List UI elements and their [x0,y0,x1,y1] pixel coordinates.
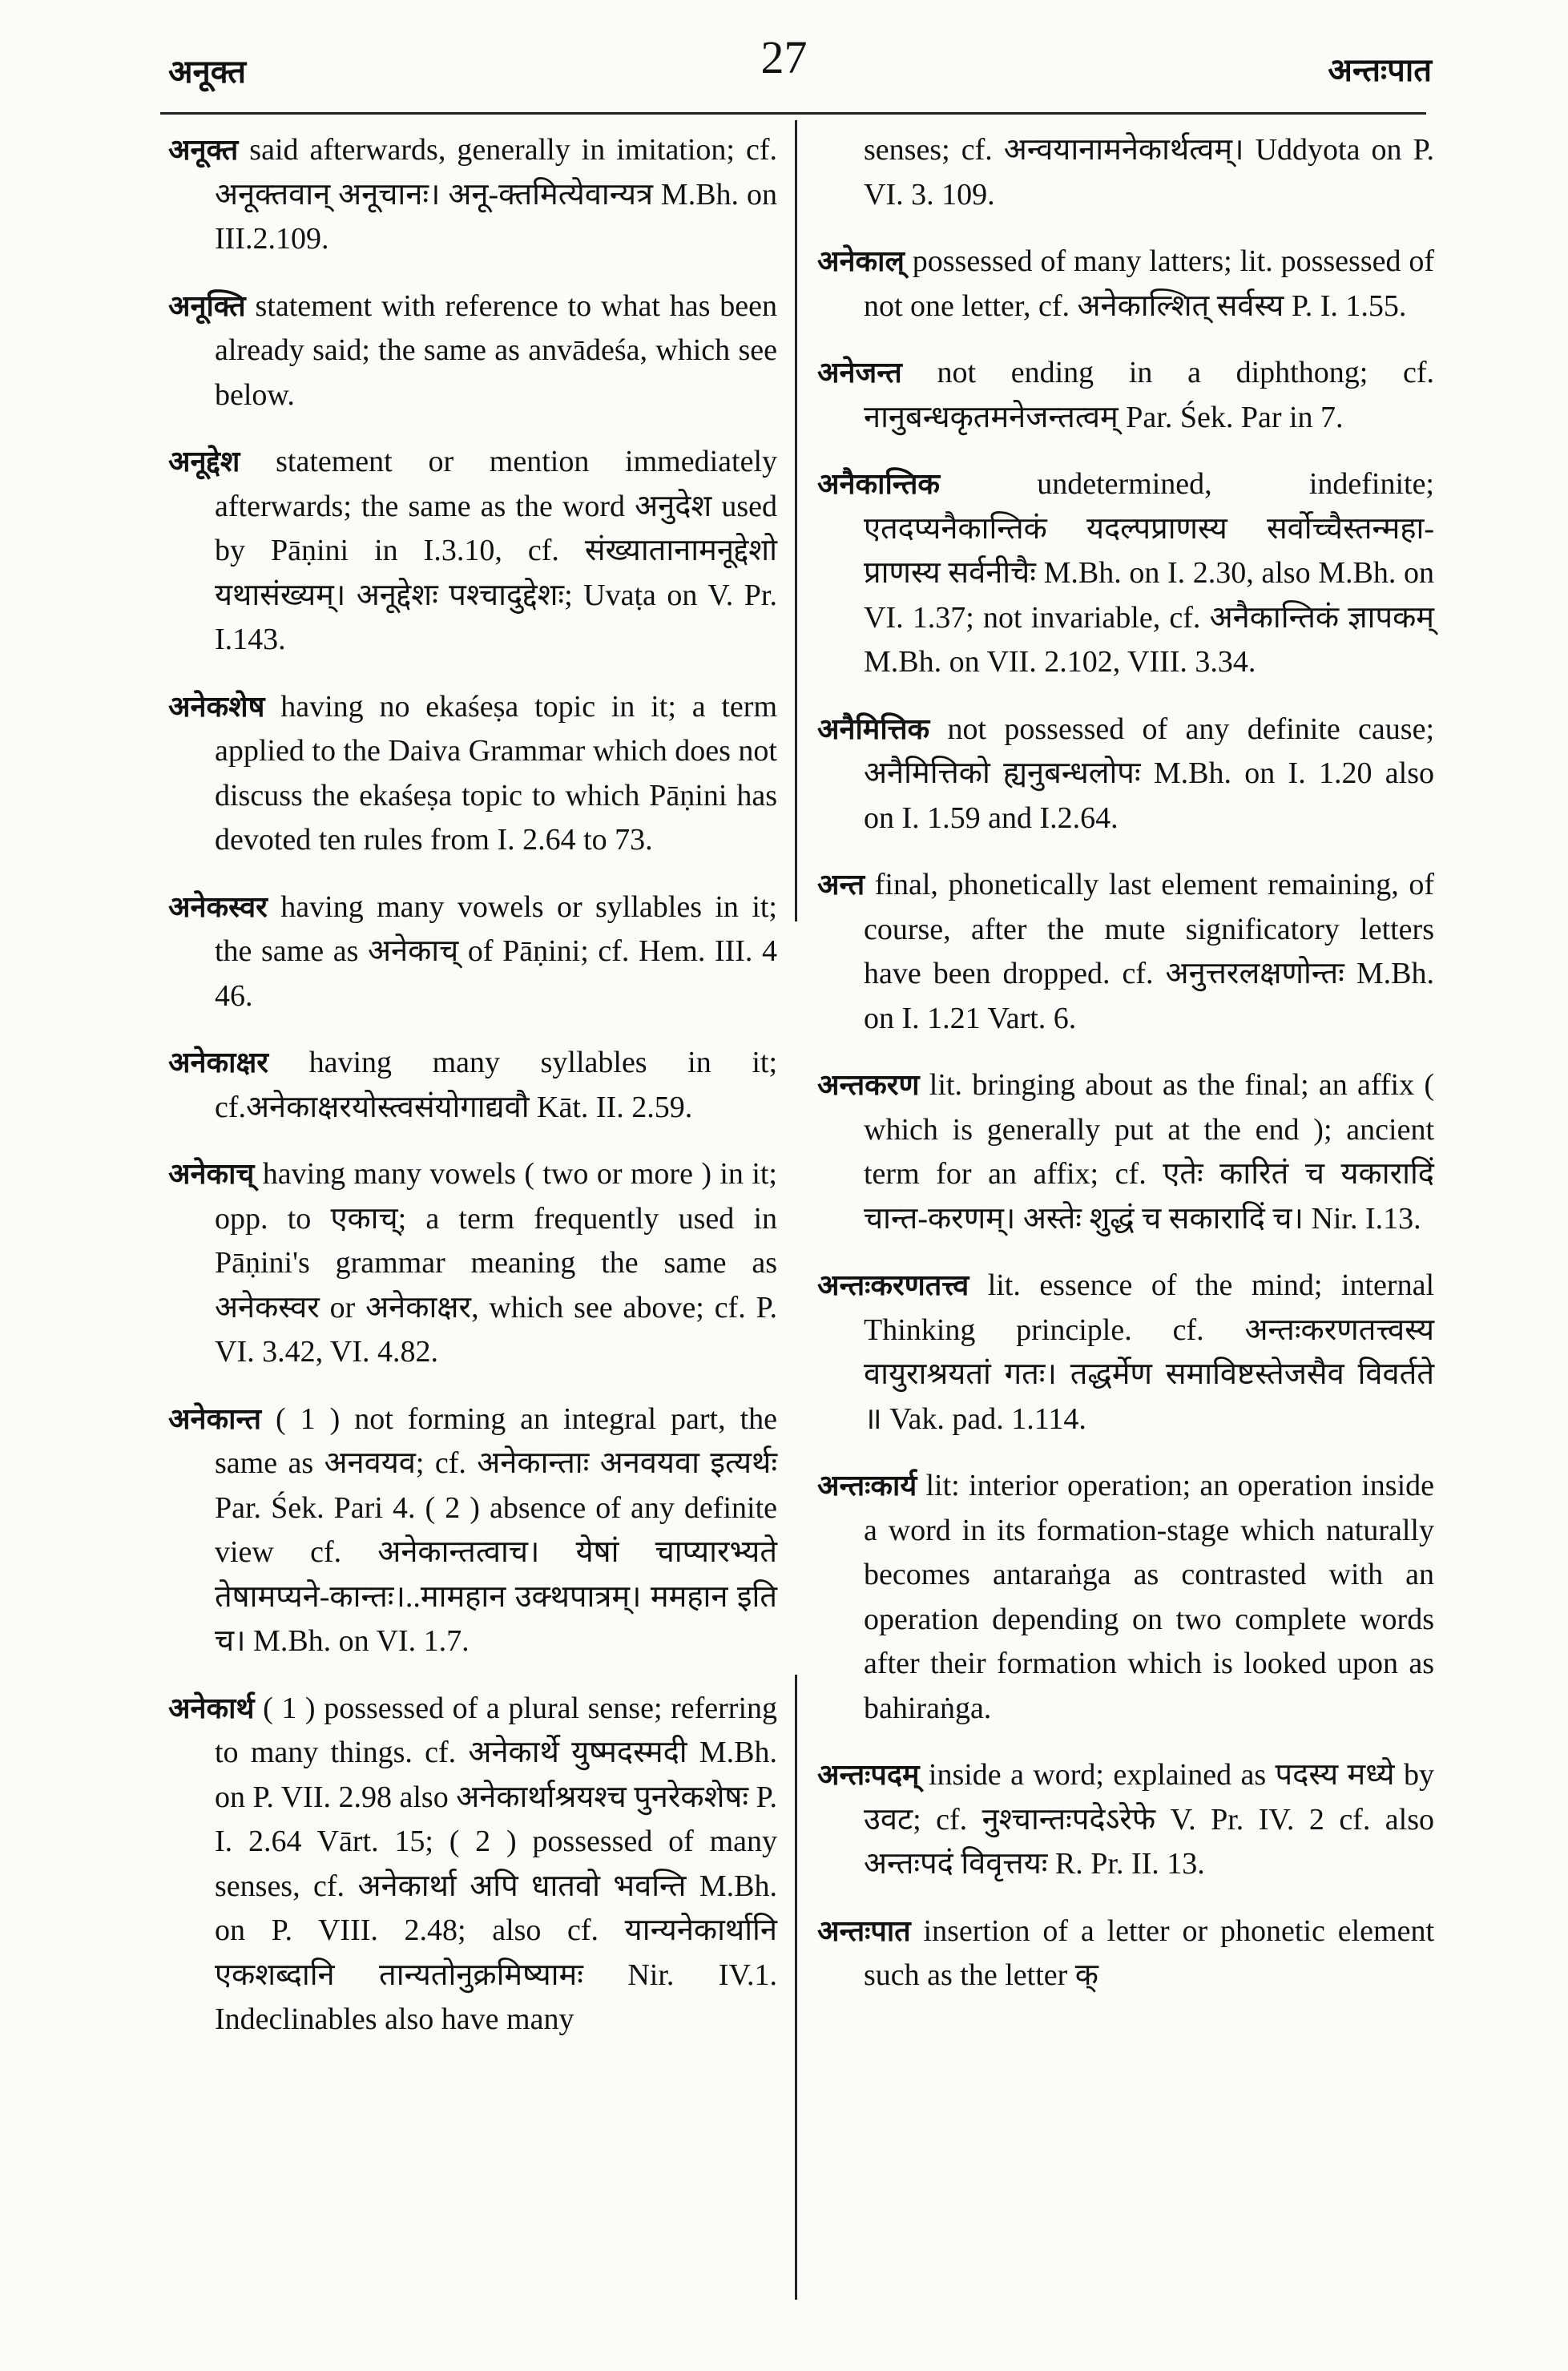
entry-definition: insertion of a letter or phonetic element such as the letter क् [864,1913,1434,1992]
dictionary-entry [817,1264,1434,1442]
column-divider-lower [795,1675,797,2300]
entry-definition: possessed of many latters; lit. possessed of not one letter, cf. अनेकाल्शित् सर्वस्य P. I. 1.55. [864,244,1434,323]
right-column [817,128,1434,2021]
page-header [0,24,1568,96]
dictionary-entry [168,685,777,863]
dictionary-entry [168,1687,777,2042]
entry-definition: having many vowels ( two or more ) in it; opp. to एकाच्; a term frequently used in Pāṇini's grammar meaning the same as अनेकस्वर or अनेकाक्षर, which see above; cf. P. VI. 3.42, VI. 4.82. [215,1157,777,1369]
column-divider [795,120,797,921]
entry-headword: अनेकाल् [817,245,905,278]
entry-headword: अनेकार्थ [168,1692,255,1725]
running-head-right: अन्तःपात [1328,51,1432,89]
entry-headword: अन्तकरण [817,1069,920,1102]
dictionary-entry [168,284,777,418]
dictionary-entry [168,1397,777,1664]
header-rule [160,112,1426,115]
dictionary-entry [817,863,1434,1041]
entry-headword: अन्तःकार्य [817,1470,917,1502]
entry-headword: अन्त [817,869,865,901]
entry-definition: having many syllables in it; cf.अनेकाक्षरयोस्त्वसंयोगाद्यवौ Kāt. II. 2.59. [215,1046,778,1124]
entry-definition: not possessed of any definite cause; अनैमित्तिको ह्यनुबन्धलोपः M.Bh. on I. 1.20 also on I. 1.59 and I.2.64. [864,712,1435,835]
entry-headword: अन्तःपात [817,1914,911,1948]
entry-headword: अनैकान्तिक [817,468,941,501]
dictionary-entry [168,440,777,663]
entry-definition: having many vowels or syllables in it; the same as अनेकाच् of Pāṇini; cf. Hem. III. 4 46. [215,889,777,1013]
dictionary-entry [817,1909,1434,1998]
entry-headword: अनेजन्त [817,357,902,389]
dictionary-entry [817,351,1434,440]
entry-headword: अनूद्देश [168,446,240,478]
entry-definition: ( 1 ) not forming an integral part, the same as अनवयव; cf. अनेकान्ताः अनवयवा इत्यर्थः Par. Śek. Pari 4. ( 2 ) absence of any definite view cf. अनेकान्तत्वाच। येषां चाप्यारभ्यते तेषामप्यने-कान्तः।..मामहान उक्थपात्रम्। ममहान इति च। M.Bh. on VI. 1.7. [215,1401,778,1658]
entry-definition: said afterwards, generally in imitation; cf. अनूक्तवान् अनूचानः। अनू-क्तमित्येवान्यत्र M.Bh. on III.2.109. [215,133,777,256]
dictionary-entry [817,240,1434,329]
entry-definition: not ending in a diphthong; cf. नानुबन्धकृतमनेजन्तत्वम् Par. Śek. Par in 7. [864,356,1434,434]
entry-definition: senses; cf. अन्वयानामनेकार्थत्वम्। Uddyota on P. VI. 3. 109. [864,133,1434,212]
entry-definition: inside a word; explained as पदस्य मध्ये by उवट; cf. नुश्चान्तःपदेऽरेफे V. Pr. IV. 2 cf. also अन्तःपदं विवृत्तयः R. Pr. II. 13. [864,1758,1435,1881]
dictionary-entry [168,1152,777,1375]
dictionary-entry [168,885,777,1019]
entry-headword: अन्तःकरणतत्त्व [817,1269,969,1302]
entry-definition: statement or mention immediately afterwards; the same as the word अनुदेश used by Pāṇini in I.3.10, cf. संख्यातानामनूद्देशो यथासंख्यम्। अनूद्देशः पश्चादुद्देशः; Uvaṭa on V. Pr. I.143. [215,445,777,656]
entry-headword: अनेकस्वर [168,890,268,924]
dictionary-entry [817,708,1434,841]
dictionary-entry [817,1464,1434,1731]
entry-headword: अनेकाच् [168,1158,255,1191]
entry-definition: statement with reference to what has been already said; the same as anvādeśa, which see below. [215,288,778,412]
entry-headword: अनेकशेष [168,690,265,724]
page-number: 27 [760,31,808,83]
entry-definition: having no ekaśeṣa topic in it; a term applied to the Daiva Grammar which does not discuss the ekaśeṣa topic to which Pāṇini has devoted ten rules from I. 2.64 to 73. [215,689,778,857]
entry-headword: अनैमित्तिक [817,712,930,746]
running-head-left: अनूक्त [168,53,246,91]
entry-headword: अन्तःपदम् [817,1759,920,1792]
entry-definition: undetermined, indefinite; एतदप्यनैकान्तिकं यदल्पप्राणस्य सर्वोच्चैस्तन्महा-प्राणस्य सर्वनीचैः M.Bh. on I. 2.30, also M.Bh. on VI. 1.37; not invariable, cf. अनैकान्तिकं ज्ञापकम् M.Bh. on VII. 2.102, VIII. 3.34. [864,467,1434,679]
entry-definition: lit. bringing about as the final; an affix ( which is generally put at the end ); ancient term for an affix; cf. एतेः कारितं च यकारादिं चान्त-करणम्। अस्तेः शुद्धं च सकारादिं च। Nir. I.13. [864,1068,1434,1236]
dictionary-entry [817,128,1434,217]
dictionary-entry [817,1063,1434,1241]
entry-headword: अनूक्त [168,134,239,167]
entry-headword: अनेकान्त [168,1402,262,1436]
left-column [168,128,777,2065]
dictionary-entry [817,1753,1434,1887]
entry-headword: अनूक्ति [168,289,246,323]
entry-definition: final, phonetically last element remaining, of course, after the mute significatory letters have been dropped. cf. अनुत्तरलक्षणोन्तः M.Bh. on I. 1.21 Vart. 6. [864,868,1434,1035]
entry-headword: अनेकाक्षर [168,1046,268,1079]
dictionary-entry [168,128,777,262]
entry-definition: lit: interior operation; an operation inside a word in its formation-stage which naturally becomes antaraṅga as contrasted with an operation depending on two complete words after their formation which is looked upon as bahiraṅga. [864,1469,1434,1725]
entry-definition: ( 1 ) possessed of a plural sense; referring to many things. cf. अनेकार्थे युष्मदस्मदी M.Bh. on P. VII. 2.98 also अनेकार्थाश्रयश्च पुनरेकशेषः P. I. 2.64 Vārt. 15; ( 2 ) possessed of many senses, cf. अनेकार्था अपि धातवो भवन्ति M.Bh. on P. VIII. 2.48; also cf. यान्यनेकार्थानि एकशब्दानि तान्यतोनुक्रमिष्यामः Nir. IV.1. Indeclinables also have many [215,1691,778,2036]
entry-definition: lit. essence of the mind; internal Thinking principle. cf. अन्तःकरणतत्त्वस्य वायुराश्रयतां गतः। तद्धर्मेण समाविष्टस्तेजसैव विवर्तते ॥ Vak. pad. 1.114. [864,1268,1435,1436]
dictionary-entry [817,462,1434,685]
dictionary-entry [168,1041,777,1130]
